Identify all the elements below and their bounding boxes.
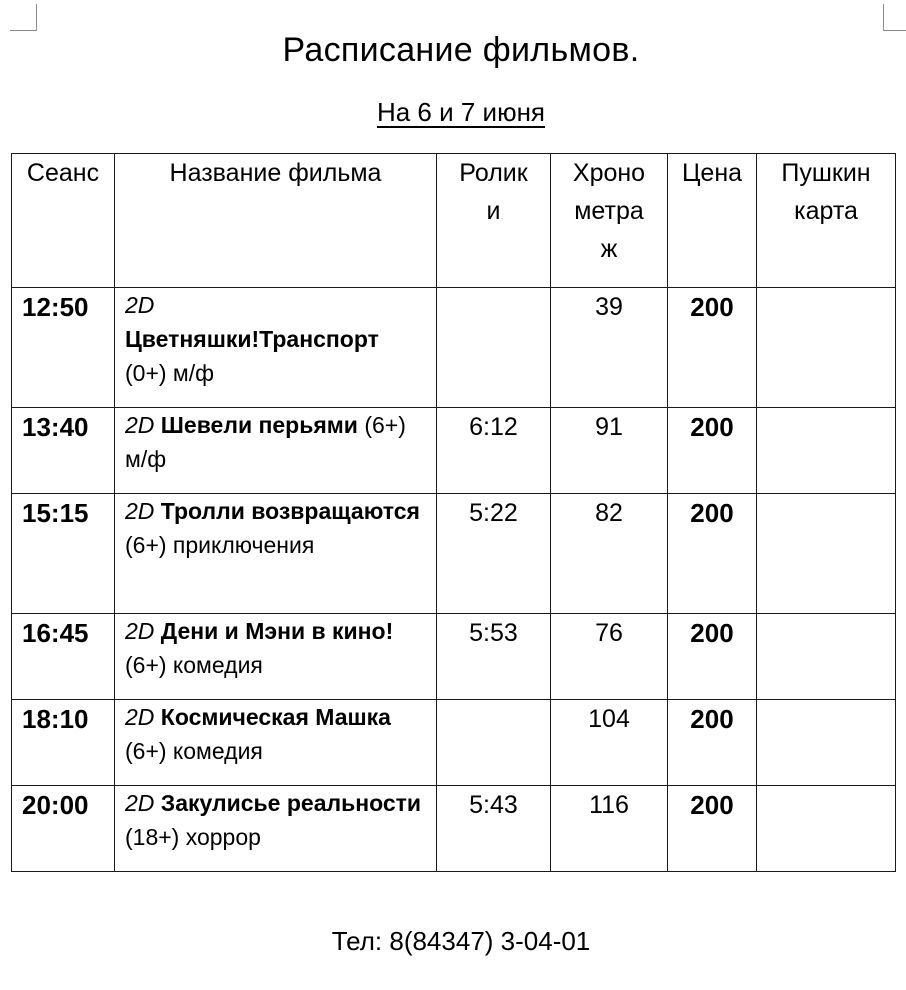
film-format: 2D <box>125 292 155 318</box>
trailers-cell <box>437 288 551 408</box>
table-row <box>12 786 896 872</box>
price-cell: 200 <box>668 614 757 700</box>
film-title: Дени и Мэни в кино! <box>160 618 394 644</box>
header-session: Сеанс <box>12 154 115 288</box>
page-corner-marker-right <box>883 4 906 31</box>
film-title: Шевели перьями <box>160 412 358 438</box>
film-details: (0+) м/ф <box>125 360 215 386</box>
film-title: Цветняшки!Транспорт <box>125 326 379 352</box>
pushkin-cell <box>757 700 896 786</box>
film-cell <box>115 700 437 786</box>
film-cell <box>115 288 437 408</box>
pushkin-cell <box>757 494 896 614</box>
trailers-cell: 6:12 <box>437 408 551 494</box>
film-cell <box>115 408 437 494</box>
header-pushkin-card: Пушкин карта <box>757 154 896 288</box>
document-title: Расписание фильмов. <box>282 31 640 69</box>
trailers-cell: 5:43 <box>437 786 551 872</box>
duration-cell: 39 <box>551 288 668 408</box>
price-cell: 200 <box>668 288 757 408</box>
trailers-cell: 5:22 <box>437 494 551 614</box>
trailers-cell <box>437 700 551 786</box>
duration-cell: 91 <box>551 408 668 494</box>
film-title: Закулисье реальности <box>160 790 422 816</box>
table-row <box>12 614 896 700</box>
session-time: 16:45 <box>12 614 115 700</box>
film-details: (6+) приключения <box>125 532 315 558</box>
table-row <box>12 700 896 786</box>
header-trailers: Ролик и <box>437 154 551 288</box>
price-cell: 200 <box>668 786 757 872</box>
page-corner-marker-left <box>10 4 37 31</box>
pushkin-cell <box>757 288 896 408</box>
header-price: Цена <box>668 154 757 288</box>
film-cell <box>115 614 437 700</box>
film-format: 2D <box>125 704 155 730</box>
session-time: 13:40 <box>12 408 115 494</box>
price-cell: 200 <box>668 700 757 786</box>
film-details: (6+) комедия <box>125 738 263 764</box>
film-cell <box>115 494 437 614</box>
trailers-cell: 5:53 <box>437 614 551 700</box>
film-details: (6+) комедия <box>125 652 263 678</box>
table-row <box>12 408 896 494</box>
duration-cell: 104 <box>551 700 668 786</box>
table-header-row <box>12 154 896 288</box>
pushkin-cell <box>757 786 896 872</box>
duration-cell: 116 <box>551 786 668 872</box>
film-format: 2D <box>125 618 155 644</box>
film-details: (18+) хоррор <box>125 824 261 850</box>
session-time: 20:00 <box>12 786 115 872</box>
table-row <box>12 494 896 614</box>
header-film-name: Название фильма <box>115 154 437 288</box>
price-cell: 200 <box>668 408 757 494</box>
table-row <box>12 288 896 408</box>
contact-phone: Тел: 8(84347) 3-04-01 <box>331 926 591 956</box>
session-time: 18:10 <box>12 700 115 786</box>
pushkin-cell <box>757 614 896 700</box>
session-time: 15:15 <box>12 494 115 614</box>
film-format: 2D <box>125 790 155 816</box>
schedule-table <box>11 153 896 872</box>
header-duration: Хроно метра ж <box>551 154 668 288</box>
session-time: 12:50 <box>12 288 115 408</box>
pushkin-cell <box>757 408 896 494</box>
film-cell <box>115 786 437 872</box>
film-details: (6+) м/ф <box>125 412 406 472</box>
duration-cell: 76 <box>551 614 668 700</box>
film-title: Космическая Машка <box>160 704 391 730</box>
duration-cell: 82 <box>551 494 668 614</box>
document-subtitle: На 6 и 7 июня <box>376 97 546 127</box>
film-format: 2D <box>125 412 155 438</box>
price-cell: 200 <box>668 494 757 614</box>
film-format: 2D <box>125 498 155 524</box>
film-title: Тролли возвращаются <box>160 498 420 524</box>
